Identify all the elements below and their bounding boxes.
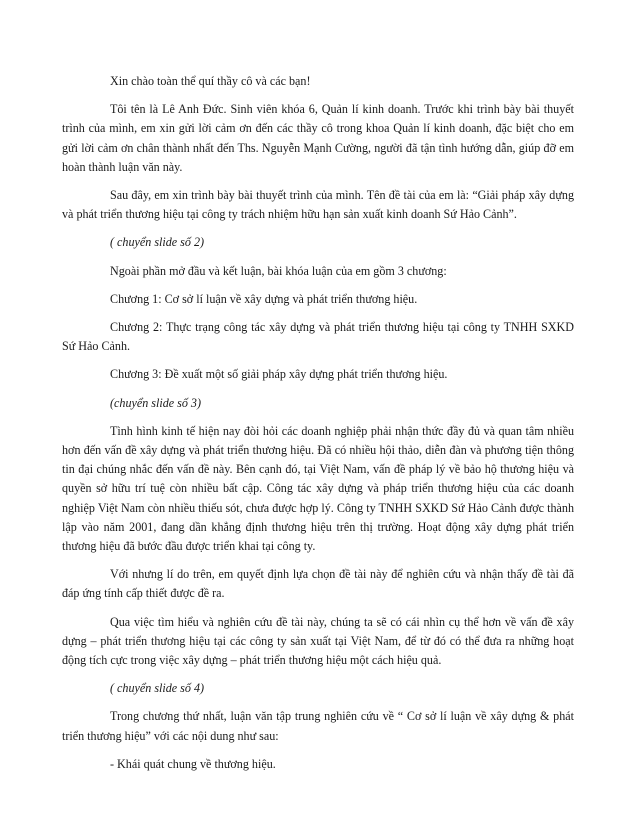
chapter-1-paragraph: Chương 1: Cơ sở lí luận về xây dựng và phát triển thương hiệu. [110,291,418,306]
slide-note-2: ( chuyển slide số 2) [110,235,205,250]
chapter-3-paragraph: Chương 3: Đề xuất một số giải pháp xây dựng phát triển thương hiệu. [110,367,448,382]
greeting-paragraph: Xin chào toàn thể quí thầy cô và các bạn! [110,74,311,88]
reason-paragraph: Với nhưng lí do trên, em quyết định lựa chọn đề tài này để nghiên cứu và nhận thấy đề tài đã đáp ứng tính cấp thiết được đề ra. [62,567,574,601]
document-page [62,72,574,783]
structure-paragraph: Ngoài phần mở đầu và kết luận, bài khóa luận của em gồm 3 chương: [110,263,447,278]
topic-paragraph: Sau đây, em xin trình bày bài thuyết trình của mình. Tên đề tài của em là: “Giải pháp xây dựng và phát triển thương hiệu tại công ty trách nhiệm hữu hạn sản xuất kinh doanh Sứ Hảo Cảnh”. [62,188,574,222]
slide-note-4: ( chuyển slide số 4) [110,681,205,696]
context-paragraph: Tình hình kinh tế hiện nay đòi hỏi các doanh nghiệp phải nhận thức đầy đủ và quan tâm nhiều hơn đến vấn đề xây dựng và phát triển thương hiệu. Đã có nhiều hội thảo, diễn đàn và phương tiện thông tin đại chúng nhắc đến vấn đề này. Bên cạnh đó, tại Việt Nam, vấn đề pháp lý về bảo hộ thương hiệu và quyền sở hữu trí tuệ còn nhiều bất cập. Công tác xây dựng và pháp triển thương hiệu của các doanh nghiệp Việt Nam còn nhiều thiếu sót, chưa được hợp lý. Công ty TNHH SXKD Sứ Hảo Cảnh được thành lập vào năm 2001, đang dần khẳng định thương hiệu trên thị trường. Hoạt động xây dựng phát triển thương hiệu đã bước đầu được triển khai tại công ty. [62,423,574,554]
slide-note-3: (chuyển slide số 3) [110,395,202,410]
purpose-paragraph: Qua việc tìm hiểu và nghiên cứu đề tài này, chúng ta sẽ có cái nhìn cụ thể hơn về vấn đề xây dựng – phát triển thương hiệu tại các công ty sản xuất tại Việt Nam, để từ đó có thể đưa ra những hoạt động tích cực trong việc xây dựng – phát triển thương hiệu một cách hiệu quả. [62,614,574,668]
bullet-item: - Khái quát chung về thương hiệu. [110,756,276,771]
introduction-paragraph: Tôi tên là Lê Anh Đức. Sinh viên khóa 6, Quản lí kinh doanh. Trước khi trình bày bài thuyết trình của mình, em xin gửi lời cảm ơn đến các thầy cô trong khoa Quản lí kinh doanh, đặc biệt cho em gửi lời cảm ơn chân thành nhất đến Ths. Nguyễn Mạnh Cường, người đã tận tình hướng dẫn, giúp đỡ em hoàn thành luận văn này. [62,102,574,174]
chapter-one-intro-paragraph: Trong chương thứ nhất, luận văn tập trung nghiên cứu về “ Cơ sở lí luận về xây dựng & phát triển thương hiệu” với các nội dung như sau: [62,709,574,743]
chapter-2-paragraph: Chương 2: Thực trạng công tác xây dựng và phát triển thương hiệu tại công ty TNHH SXKD Sứ Hảo Cảnh. [62,320,574,354]
